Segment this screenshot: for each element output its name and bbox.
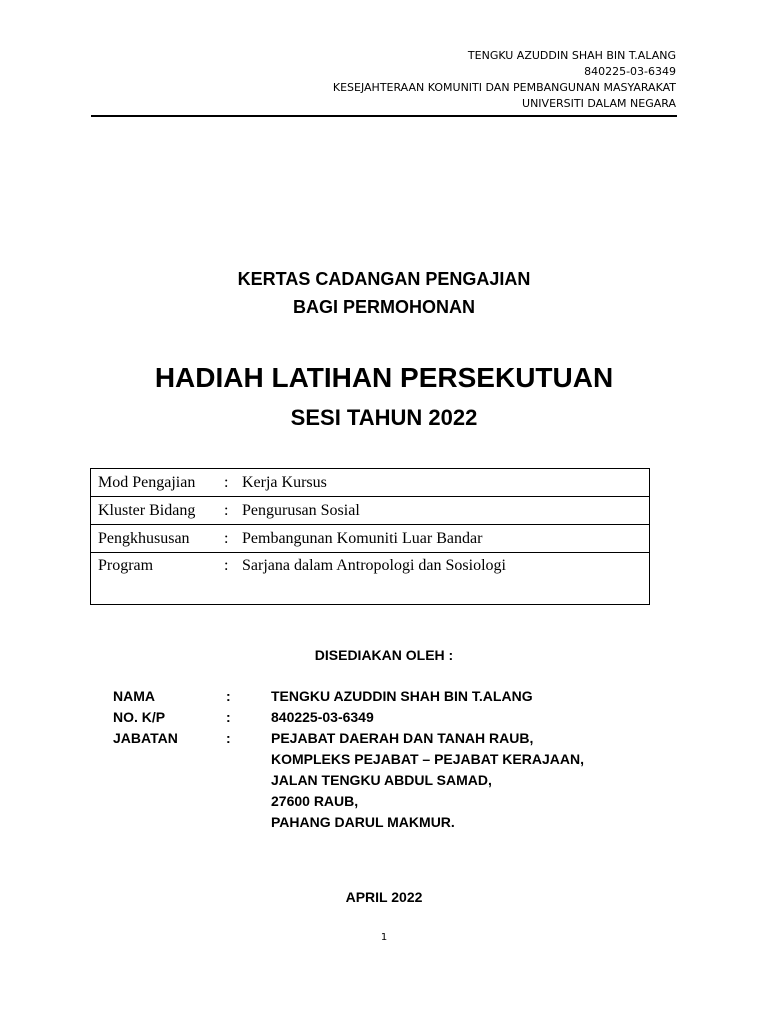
row-label: Program: [98, 557, 154, 574]
header-divider: [91, 115, 677, 117]
table-row: [91, 469, 649, 497]
name-row: [113, 686, 671, 707]
document-header: [333, 48, 676, 112]
header-program: KESEJAHTERAAN KOMUNITI DAN PEMBANGUNAN MASYARAKAT: [332, 81, 676, 94]
prepared-by-heading: DISEDIAKAN OLEH :: [314, 647, 454, 663]
address-line: KOMPLEKS PEJABAT – PEJABAT KERAJAAN,: [271, 751, 584, 767]
department-label: JABATAN: [113, 730, 178, 746]
row-value: Pembangunan Komuniti Luar Bandar: [242, 529, 483, 547]
ic-row: [113, 707, 671, 728]
study-info-table: [90, 468, 650, 605]
address-line: PAHANG DARUL MAKMUR.: [271, 814, 455, 830]
table-row: [91, 553, 649, 603]
table-row: [91, 525, 649, 553]
header-ic-number: 840225-03-6349: [584, 65, 676, 78]
department-address: [271, 728, 671, 833]
row-colon: :: [224, 557, 229, 574]
row-label: Mod Pengajian: [98, 473, 196, 491]
name-label: NAMA: [113, 688, 155, 704]
header-author-name: TENGKU AZUDDIN SHAH BIN T.ALANG: [467, 49, 676, 62]
prepared-by-details: [113, 686, 671, 833]
page-number: 1: [380, 932, 388, 943]
row-value: Pengurusan Sosial: [242, 501, 360, 519]
row-colon: :: [224, 501, 229, 519]
address-line: JALAN TENGKU ABDUL SAMAD,: [271, 772, 492, 788]
ic-colon: :: [226, 709, 231, 725]
department-row: [113, 728, 671, 833]
department-colon: :: [226, 730, 231, 746]
name-colon: :: [226, 688, 231, 704]
row-value: Sarjana dalam Antropologi dan Sosiologi: [242, 557, 506, 574]
ic-label: NO. K/P: [113, 709, 166, 725]
name-value: TENGKU AZUDDIN SHAH BIN T.ALANG: [271, 688, 533, 704]
row-value: Kerja Kursus: [242, 473, 327, 491]
address-line: PEJABAT DAERAH DAN TANAH RAUB,: [271, 730, 534, 746]
proposal-title-line-2: BAGI PERMOHONAN: [292, 297, 475, 317]
table-row: [91, 497, 649, 525]
address-line: 27600 RAUB,: [271, 793, 359, 809]
header-university: UNIVERSITI DALAM NEGARA: [522, 97, 676, 110]
session-title: SESI TAHUN 2022: [290, 405, 478, 430]
row-label: Pengkhususan: [98, 529, 190, 547]
proposal-title-line-1: KERTAS CADANGAN PENGAJIAN: [237, 269, 531, 289]
row-label: Kluster Bidang: [98, 501, 196, 519]
row-colon: :: [224, 529, 229, 547]
proposal-title: [0, 265, 768, 321]
document-date: APRIL 2022: [345, 889, 423, 905]
main-title: HADIAH LATIHAN PERSEKUTUAN: [154, 362, 614, 393]
row-colon: :: [224, 473, 229, 491]
ic-value: 840225-03-6349: [271, 709, 374, 725]
